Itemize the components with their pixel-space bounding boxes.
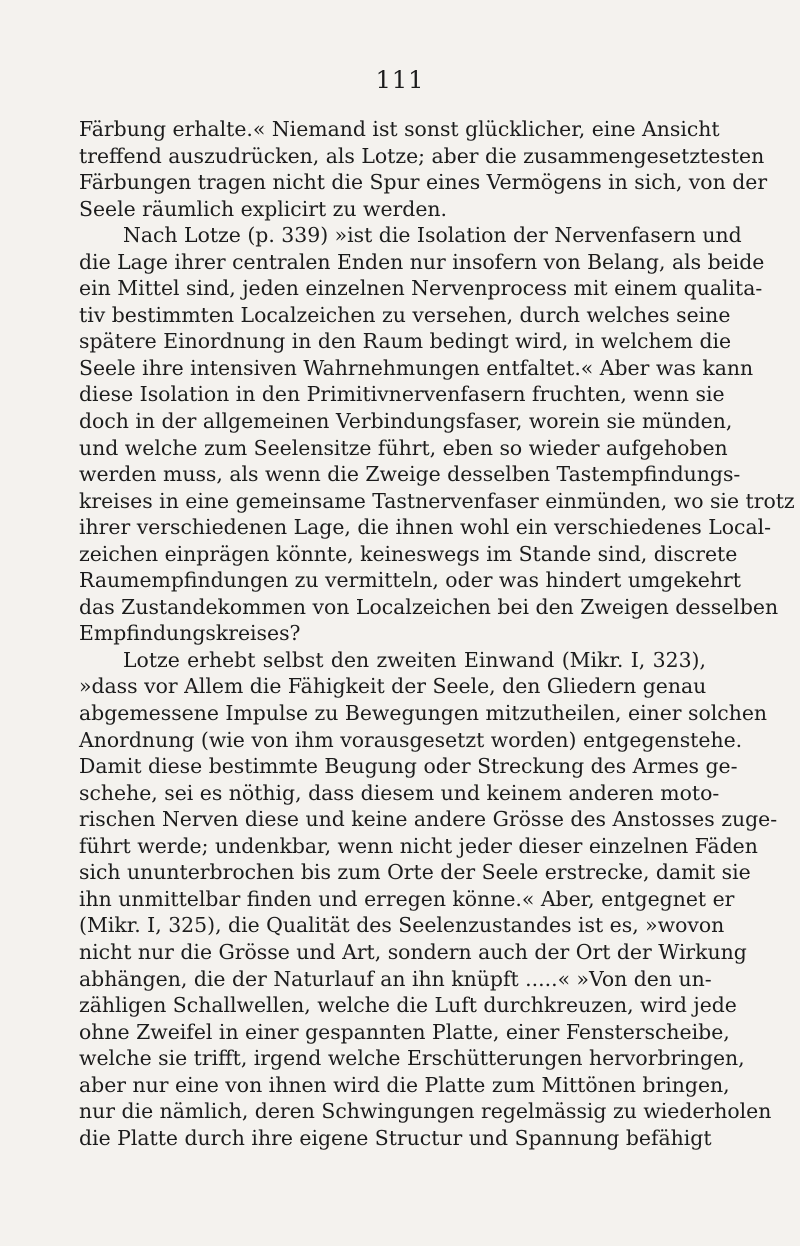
text-line: ihn unmittelbar finden und erregen könne.« Aber, entgegnet er	[79, 886, 735, 911]
text-line: die Platte durch ihre eigene Structur und Spannung befähigt	[79, 1125, 712, 1150]
text-line: führt werde; undenkbar, wenn nicht jeder dieser einzelnen Fäden	[79, 833, 758, 858]
text-line: Seele räumlich explicirt zu werden.	[79, 196, 448, 221]
text-line: Anordnung (wie von ihm vorausgesetzt worden) entgegenstehe.	[79, 727, 743, 752]
text-line: »dass vor Allem die Fähigkeit der Seele, den Gliedern genau	[79, 674, 707, 699]
text-line: sich ununterbrochen bis zum Orte der Seele erstrecke, damit sie	[79, 860, 751, 885]
text-line: nur die nämlich, deren Schwingungen regelmässig zu wiederholen	[79, 1099, 772, 1124]
text-line: die Lage ihrer centralen Enden nur insofern von Belang, als beide	[79, 249, 765, 274]
text-line: aber nur eine von ihnen wird die Platte zum Mittönen bringen,	[79, 1072, 730, 1097]
body-text	[79, 116, 795, 1151]
text-line: zeichen einprägen könnte, keineswegs im Stande sind, discrete	[79, 541, 738, 566]
text-line: zähligen Schallwellen, welche die Luft durchkreuzen, wird jede	[79, 993, 737, 1018]
text-line: Damit diese bestimmte Beugung oder Streckung des Armes ge-	[79, 754, 738, 779]
text-line: und welche zum Seelensitze führt, eben so wieder aufgehoben	[79, 435, 728, 460]
text-line: spätere Einordnung in den Raum bedingt wird, in welchem die	[79, 329, 732, 354]
text-line: ein Mittel sind, jeden einzelnen Nervenprocess mit einem qualita-	[79, 276, 763, 301]
text-line: rischen Nerven diese und keine andere Grösse des Anstosses zuge-	[79, 807, 778, 832]
text-line: ohne Zweifel in einer gespannten Platte, einer Fensterscheibe,	[79, 1019, 730, 1044]
text-line: doch in der allgemeinen Verbindungsfaser, worein sie münden,	[79, 409, 733, 434]
text-line: diese Isolation in den Primitivnervenfasern fruchten, wenn sie	[79, 382, 725, 407]
text-line: abgemessene Impulse zu Bewegungen mitzutheilen, einer solchen	[79, 701, 768, 726]
text-line: Färbung erhalte.« Niemand ist sonst glücklicher, eine Ansicht	[79, 117, 720, 141]
text-line: nicht nur die Grösse und Art, sondern auch der Ort der Wirkung	[79, 939, 747, 964]
text-line: ihrer verschiedenen Lage, die ihnen wohl ein verschiedenes Local-	[79, 515, 772, 540]
text-line: werden muss, als wenn die Zweige desselben Tastempfindungs-	[79, 462, 741, 487]
text-line: treffend auszudrücken, als Lotze; aber die zusammengesetztesten	[79, 143, 765, 168]
text-line: Seele ihre intensiven Wahrnehmungen entfaltet.« Aber was kann	[79, 355, 754, 380]
text-line: Färbungen tragen nicht die Spur eines Vermögens in sich, von der	[79, 170, 768, 195]
text-line: (Mikr. I, 325), die Qualität des Seelenzustandes ist es, »wovon	[79, 913, 725, 938]
page-number: 111	[375, 66, 425, 94]
text-line: schehe, sei es nöthig, dass diesem und keinem anderen moto-	[79, 780, 720, 805]
text-line: Nach Lotze (p. 339) »ist die Isolation der Nervenfasern und	[123, 223, 742, 248]
text-line: das Zustandekommen von Localzeichen bei den Zweigen desselben	[79, 594, 779, 619]
text-line: Raumempfindungen zu vermitteln, oder was hindert umgekehrt	[79, 568, 741, 593]
text-line: abhängen, die der Naturlauf an ihn knüpft .....« »Von den un-	[79, 966, 712, 991]
text-line: kreises in eine gemeinsame Tastnervenfaser einmünden, wo sie trotz	[79, 488, 795, 513]
text-line: tiv bestimmten Localzeichen zu versehen, durch welches seine	[79, 302, 731, 327]
text-line: Empfindungskreises?	[79, 621, 301, 646]
text-line: Lotze erhebt selbst den zweiten Einwand (Mikr. I, 323),	[123, 647, 706, 672]
text-line: welche sie trifft, irgend welche Erschütterungen hervorbringen,	[79, 1046, 745, 1071]
